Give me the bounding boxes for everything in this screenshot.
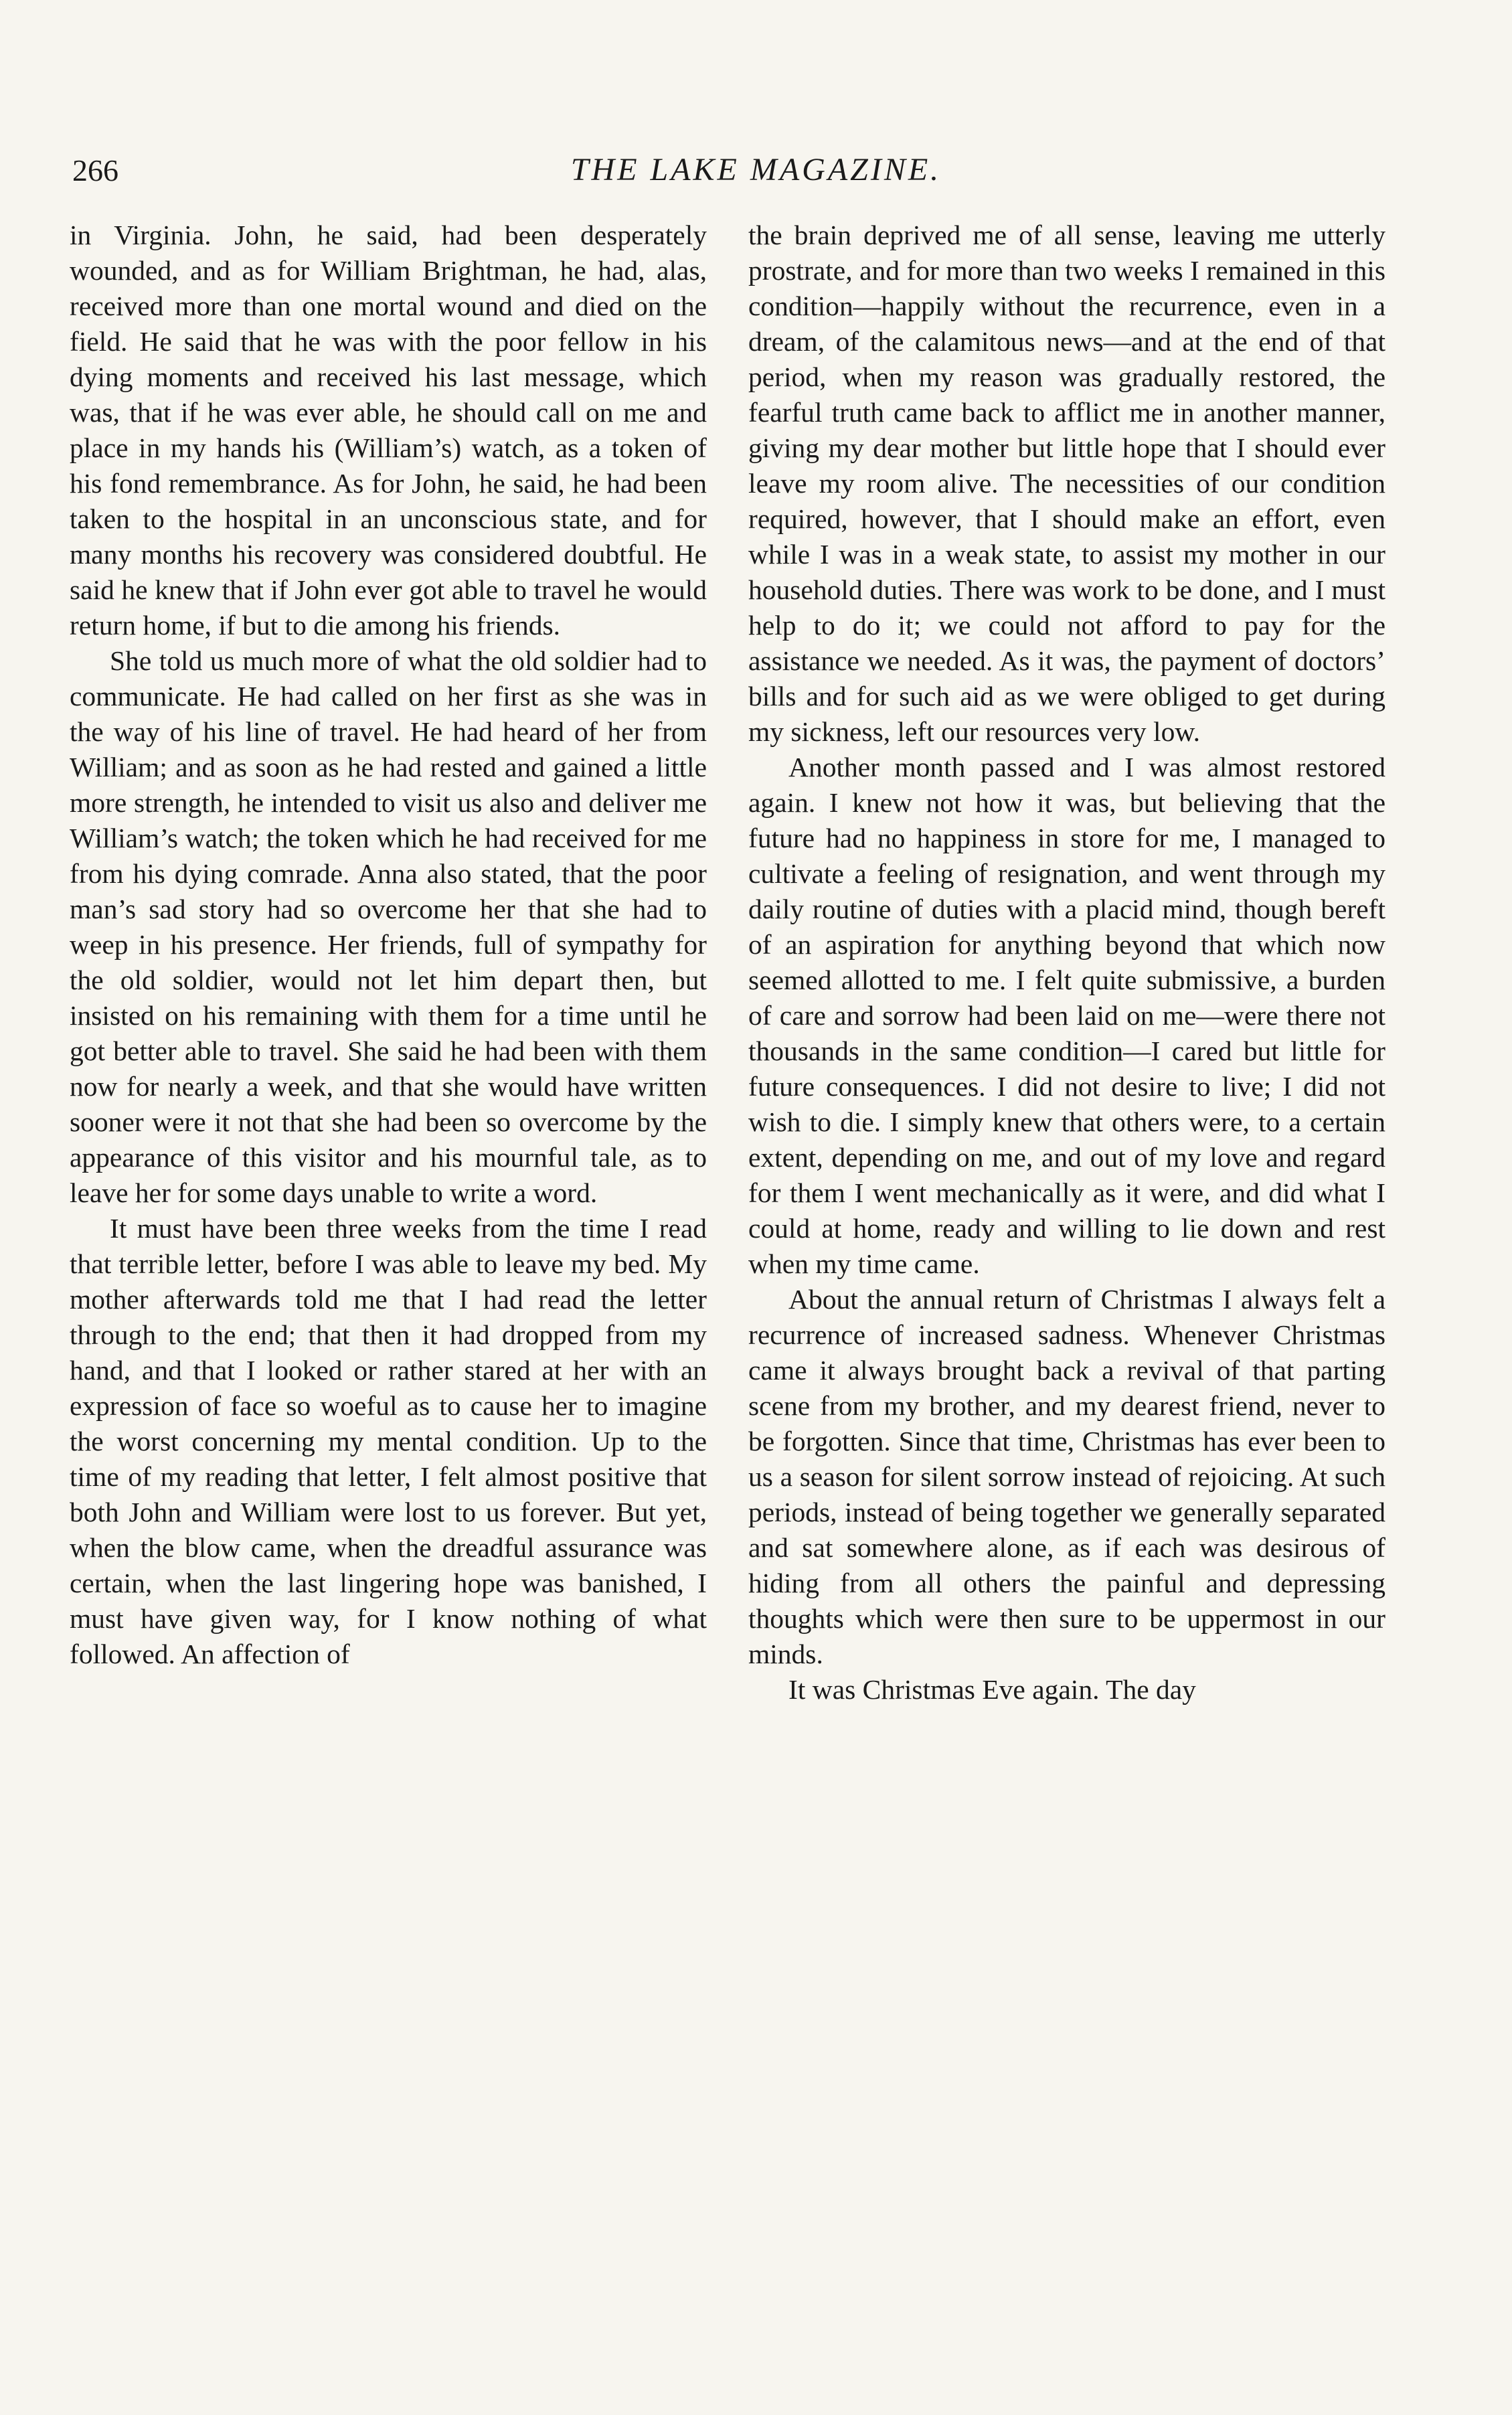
left-column (70, 218, 707, 1672)
running-title: THE LAKE MAGAZINE. (570, 152, 942, 187)
paragraph: the brain deprived me of all sense, leaving me utterly prostrate, and for more than two weeks I remained in this condition—happily without the recurrence, even in a dream, of the calamitous news—and at the end of that period, when my reason was gradually restored, the fearful truth came back to afflict me in another manner, giving my dear mother but little hope that I should ever leave my room alive. The necessities of our condition required, however, that I should make an effort, even while I was in a weak state, to assist my mother in our household duties. There was work to be done, and I must help to do it; we could not afford to pay for the assistance we needed. As it was, the payment of doctors’ bills and for such aid as we were obliged to get during my sickness, left our resources very low. (748, 220, 1385, 747)
paragraph: Another month passed and I was almost restored again. I knew not how it was, but believing that the future had no happiness in store for me, I managed to cultivate a feeling of resignation, and went through my daily routine of duties with a placid mind, though bereft of an aspiration for anything beyond that which now seemed allotted to me. I felt quite submissive, a burden of care and sorrow had been laid on me—were there not thousands in the same condition—I cared but little for future consequences. I did not desire to live; I did not wish to die. I simply knew that others were, to a certain extent, depending on me, and out of my love and regard for them I went mechanically as it were, and did what I could at home, ready and willing to lie down and rest when my time came. (748, 752, 1385, 1279)
paragraph: About the annual return of Christmas I always felt a recurrence of increased sadness. Whenever Christmas came it always brought back a revival of that parting scene from my brother, and my dearest friend, never to be forgotten. Since that time, Christmas has ever been to us a season for silent sorrow instead of rejoicing. At such periods, instead of being together we generally separated and sat somewhere alone, as if each was desirous of hiding from all others the painful and depressing thoughts which were then sure to be uppermost in our minds. (748, 1284, 1385, 1669)
paragraph: It was Christmas Eve again. The day (788, 1674, 1196, 1705)
paragraph: in Virginia. John, he said, had been desperately wounded, and as for William Brightman, he had, alas, received more than one mortal wound and died on the field. He said that he was with the poor fellow in his dying moments and received his last message, which was, that if he was ever able, he should call on me and place in my hands his (William’s) watch, as a token of his fond remembrance. As for John, he said, he had been taken to the hospital in an unconscious state, and for many months his recovery was considered doubtful. He said he knew that if John ever got able to travel he would return home, if but to die among his friends. (70, 220, 707, 641)
paragraph: It must have been three weeks from the time I read that terrible letter, before I was able to leave my bed. My mother afterwards told me that I had read the letter through to the end; that then it had dropped from my hand, and that I looked or rather stared at her with an expression of face so woeful as to cause her to imagine the worst concerning my mental condition. Up to the time of my reading that letter, I felt almost positive that both John and William were lost to us forever. But yet, when the blow came, when the dreadful assurance was certain, when the last lingering hope was banished, I must have given way, for I know nothing of what followed. An affection of (70, 1213, 707, 1669)
right-column (748, 218, 1385, 1708)
paragraph: She told us much more of what the old soldier had to communicate. He had called on her first as she was in the way of his line of travel. He had heard of her from William; and as soon as he had rested and gained a little more strength, he intended to visit us also and deliver me William’s watch; the token which he had received for me from his dying comrade. Anna also stated, that the poor man’s sad story had so overcome her that she had to weep in his presence. Her friends, full of sympathy for the old soldier, would not let him depart then, but insisted on his remaining with them for a time until he got better able to travel. She said he had been with them now for nearly a week, and that she would have written sooner were it not that she had been so overcome by the appearance of this visitor and his mournful tale, as to leave her for some days unable to write a word. (70, 645, 707, 1208)
page-number: 266 (72, 153, 118, 187)
